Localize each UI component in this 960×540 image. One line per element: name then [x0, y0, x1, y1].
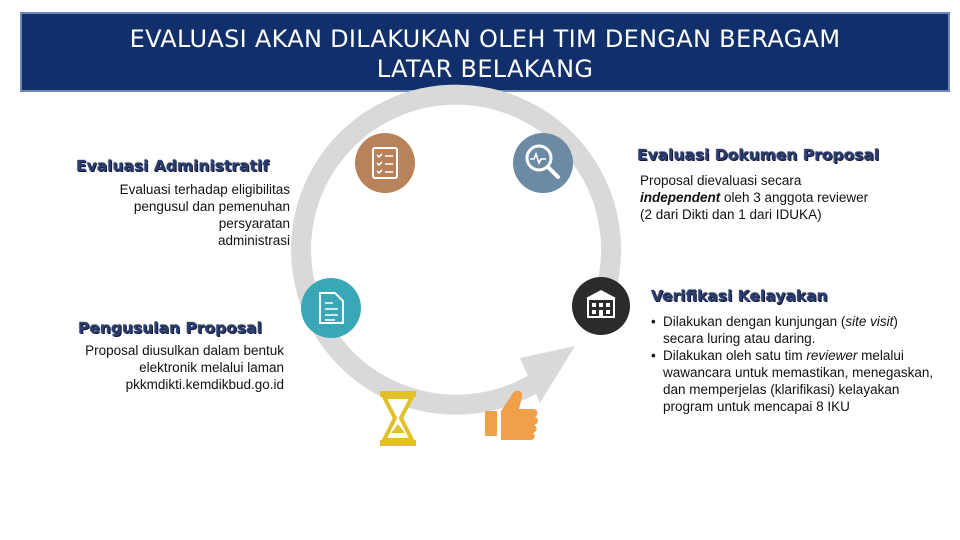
title-line-2: LATAR BELAKANG — [376, 55, 594, 83]
bullet-text: Dilakukan oleh satu tim — [663, 348, 807, 363]
building-icon — [572, 277, 630, 335]
administratif-line: persyaratan — [218, 216, 290, 231]
dokumen-line-rest: oleh 3 anggota reviewer — [720, 190, 869, 205]
bullet-text: melalui wawancara untuk memastikan, menegaskan, dan memperjelas (klarifikasi) kelayakan program untuk mencapai 8 IKU — [663, 348, 934, 414]
dokumen-line — [640, 189, 940, 206]
pengusulan-line: elektronik melalui laman — [139, 360, 284, 375]
administratif-line: pengusul dan pemenuhan — [133, 199, 290, 214]
dokumen-line: (2 dari Dikti dan 1 dari IDUKA) — [640, 207, 822, 222]
pengusulan-line: Proposal diusulkan dalam bentuk — [85, 343, 284, 358]
administratif-line: Evaluasi terhadap eligibilitas — [119, 182, 290, 197]
dokumen-description — [640, 172, 940, 223]
hourglass-icon — [380, 391, 416, 446]
pengusulan-heading: Pengusulan Proposal — [78, 319, 262, 337]
administratif-description — [60, 181, 290, 249]
document-icon — [301, 278, 361, 338]
bullet-italic: site visit — [845, 314, 894, 329]
administratif-line: administrasi — [217, 233, 290, 248]
pengusulan-line: pkkmdikti.kemdikbud.go.id — [125, 377, 284, 392]
independent-emphasis: independent — [640, 190, 721, 205]
checklist-icon — [355, 133, 415, 193]
bullet-text: ) secara luring atau daring. — [663, 314, 898, 346]
dokumen-line: Proposal dievaluasi secara — [640, 173, 802, 188]
bullet-italic: reviewer — [806, 348, 858, 363]
dokumen-heading: Evaluasi Dokumen Proposal — [637, 146, 880, 164]
administratif-heading: Evaluasi Administratif — [76, 157, 270, 175]
verifikasi-bullets — [649, 313, 939, 415]
magnifier-icon — [513, 133, 573, 193]
pengusulan-description — [40, 342, 284, 393]
title-line-1: EVALUASI AKAN DILAKUKAN OLEH TIM DENGAN BERAGAM — [129, 25, 841, 53]
verifikasi-heading: Verifikasi Kelayakan — [651, 287, 828, 305]
verifikasi-description — [649, 313, 939, 415]
bullet-text: Dilakukan dengan kunjungan ( — [663, 314, 846, 329]
verifikasi-bullet — [663, 313, 939, 347]
verifikasi-bullet — [663, 347, 939, 415]
